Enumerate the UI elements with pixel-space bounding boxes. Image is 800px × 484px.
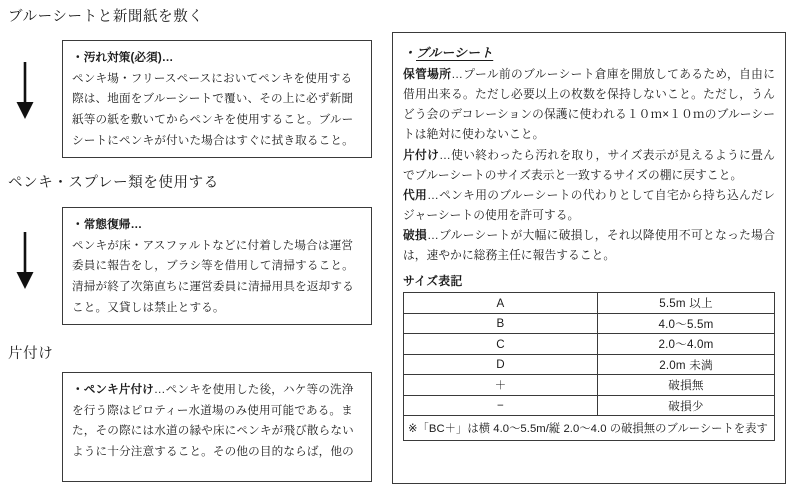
table-cell-code: C [404, 334, 598, 355]
table-footnote-row [404, 416, 775, 441]
paragraph-cleanup-sep: … [439, 148, 451, 162]
table-footnote: ※「BC＋」は横 4.0〜5.5m/縦 2.0〜4.0 の破損無のブルーシートを表す [404, 416, 775, 441]
table-row [404, 354, 775, 375]
paragraph-substitute-label: 代用 [403, 188, 428, 202]
blue-sheet-info-panel [392, 32, 786, 484]
table-cell-code: B [404, 313, 598, 334]
flow-box-3-lead: ・ペンキ片付け [72, 383, 154, 396]
down-arrow-icon-2 [12, 232, 38, 290]
flow-box-1-lead: ・汚れ対策(必須)… [72, 51, 174, 64]
paragraph-substitute-text: ペンキ用のブルーシートの代わりとして自宅から持ち込んだレジャーシートの使用を許可する。 [403, 188, 775, 222]
paragraph-storage-text: プール前のブルーシート倉庫を開放してあるため，自由に借用出来る。ただし必要以上の枚数を保持しないこと。ただし，うんどう会のデコレーションの保護に使われる１０ｍ×１０ｍのブルーシートは絶対に使わないこと。 [403, 68, 775, 142]
flow-box-2 [62, 207, 372, 325]
table-cell-size: 破損無 [598, 375, 775, 396]
table-cell-code: D [404, 354, 598, 375]
paragraph-storage-sep: … [451, 68, 464, 81]
flow-box-3-text [72, 380, 362, 463]
size-notation-table [403, 292, 775, 441]
paragraph-cleanup-text: 使い終わったら汚れを取り，サイズ表示が見えるように畳んでブルーシートのサイズ表示と一致するサイズの棚に戻すこと。 [403, 148, 775, 182]
flow-box-1-body: ペンキ場・フリースペースにおいてペンキを使用する際は、地面をブルーシートで覆い、その上に必ず新聞紙等の紙を敷いてからペンキを使用すること。ブルーシートにペンキが付いた場合はすぐに拭き取ること。 [72, 71, 354, 147]
table-cell-size: 5.5m 以上 [598, 293, 775, 314]
table-cell-size: 破損少 [598, 395, 775, 416]
flow-heading-3: 片付け [8, 346, 54, 362]
table-cell-code: ＋ [404, 375, 598, 396]
flow-box-2-lead: ・常態復帰… [72, 218, 143, 231]
flow-heading-1: ブルーシートと新聞紙を敷く [8, 9, 204, 25]
flow-box-2-body: ペンキが床・アスファルトなどに付着した場合は運営委員に報告をし，ブラシ等を借用して清掃すること。清掃が終了次第直ちに運営委員に清掃用具を返却すること。又貸しは禁止とする。 [72, 238, 354, 314]
table-row [404, 395, 775, 416]
paragraph-cleanup-label: 片付け [403, 148, 440, 162]
flow-box-1-text [72, 48, 362, 151]
panel-title [403, 42, 775, 61]
paragraph-damage-label: 破損 [403, 229, 428, 242]
table-row [404, 313, 775, 334]
panel-title-text: ブルーシート [416, 46, 494, 60]
flow-box-1 [62, 40, 372, 158]
paragraph-cleanup [403, 146, 775, 186]
table-cell-code: A [404, 293, 598, 314]
table-row [404, 375, 775, 396]
table-cell-size: 2.0〜4.0m [598, 334, 775, 355]
paragraph-damage-sep: … [427, 229, 439, 242]
flow-box-3 [62, 372, 372, 482]
paragraph-substitute-sep: … [427, 188, 439, 202]
table-cell-size: 2.0m 未満 [598, 354, 775, 375]
size-table-heading: サイズ表記 [403, 274, 463, 289]
paragraph-damage-text: ブルーシートが大幅に破損し，それ以降使用不可となった場合は，速やかに総務主任に報告すること。 [403, 229, 775, 263]
panel-title-bullet: ・ [403, 46, 416, 60]
paragraph-substitute [403, 186, 775, 226]
down-arrow-icon-1 [12, 62, 38, 120]
table-cell-size: 4.0〜5.5m [598, 313, 775, 334]
left-flow-column [0, 0, 380, 475]
paragraph-storage [403, 65, 775, 146]
flow-heading-2: ペンキ・スプレー類を使用する [8, 175, 219, 191]
flow-box-3-body: …ペンキを使用した後，ハケ等の洗浄を行う際はピロティー水道場のみ使用可能である。また，その際には水道の縁や床にペンキが飛び散らないように十分注意すること。その他の目的ならば，他の [72, 383, 354, 458]
table-cell-code: − [404, 395, 598, 416]
flow-box-2-text [72, 215, 362, 318]
table-row [404, 293, 775, 314]
table-row [404, 334, 775, 355]
paragraph-damage [403, 226, 775, 266]
paragraph-storage-label: 保管場所 [403, 68, 452, 81]
